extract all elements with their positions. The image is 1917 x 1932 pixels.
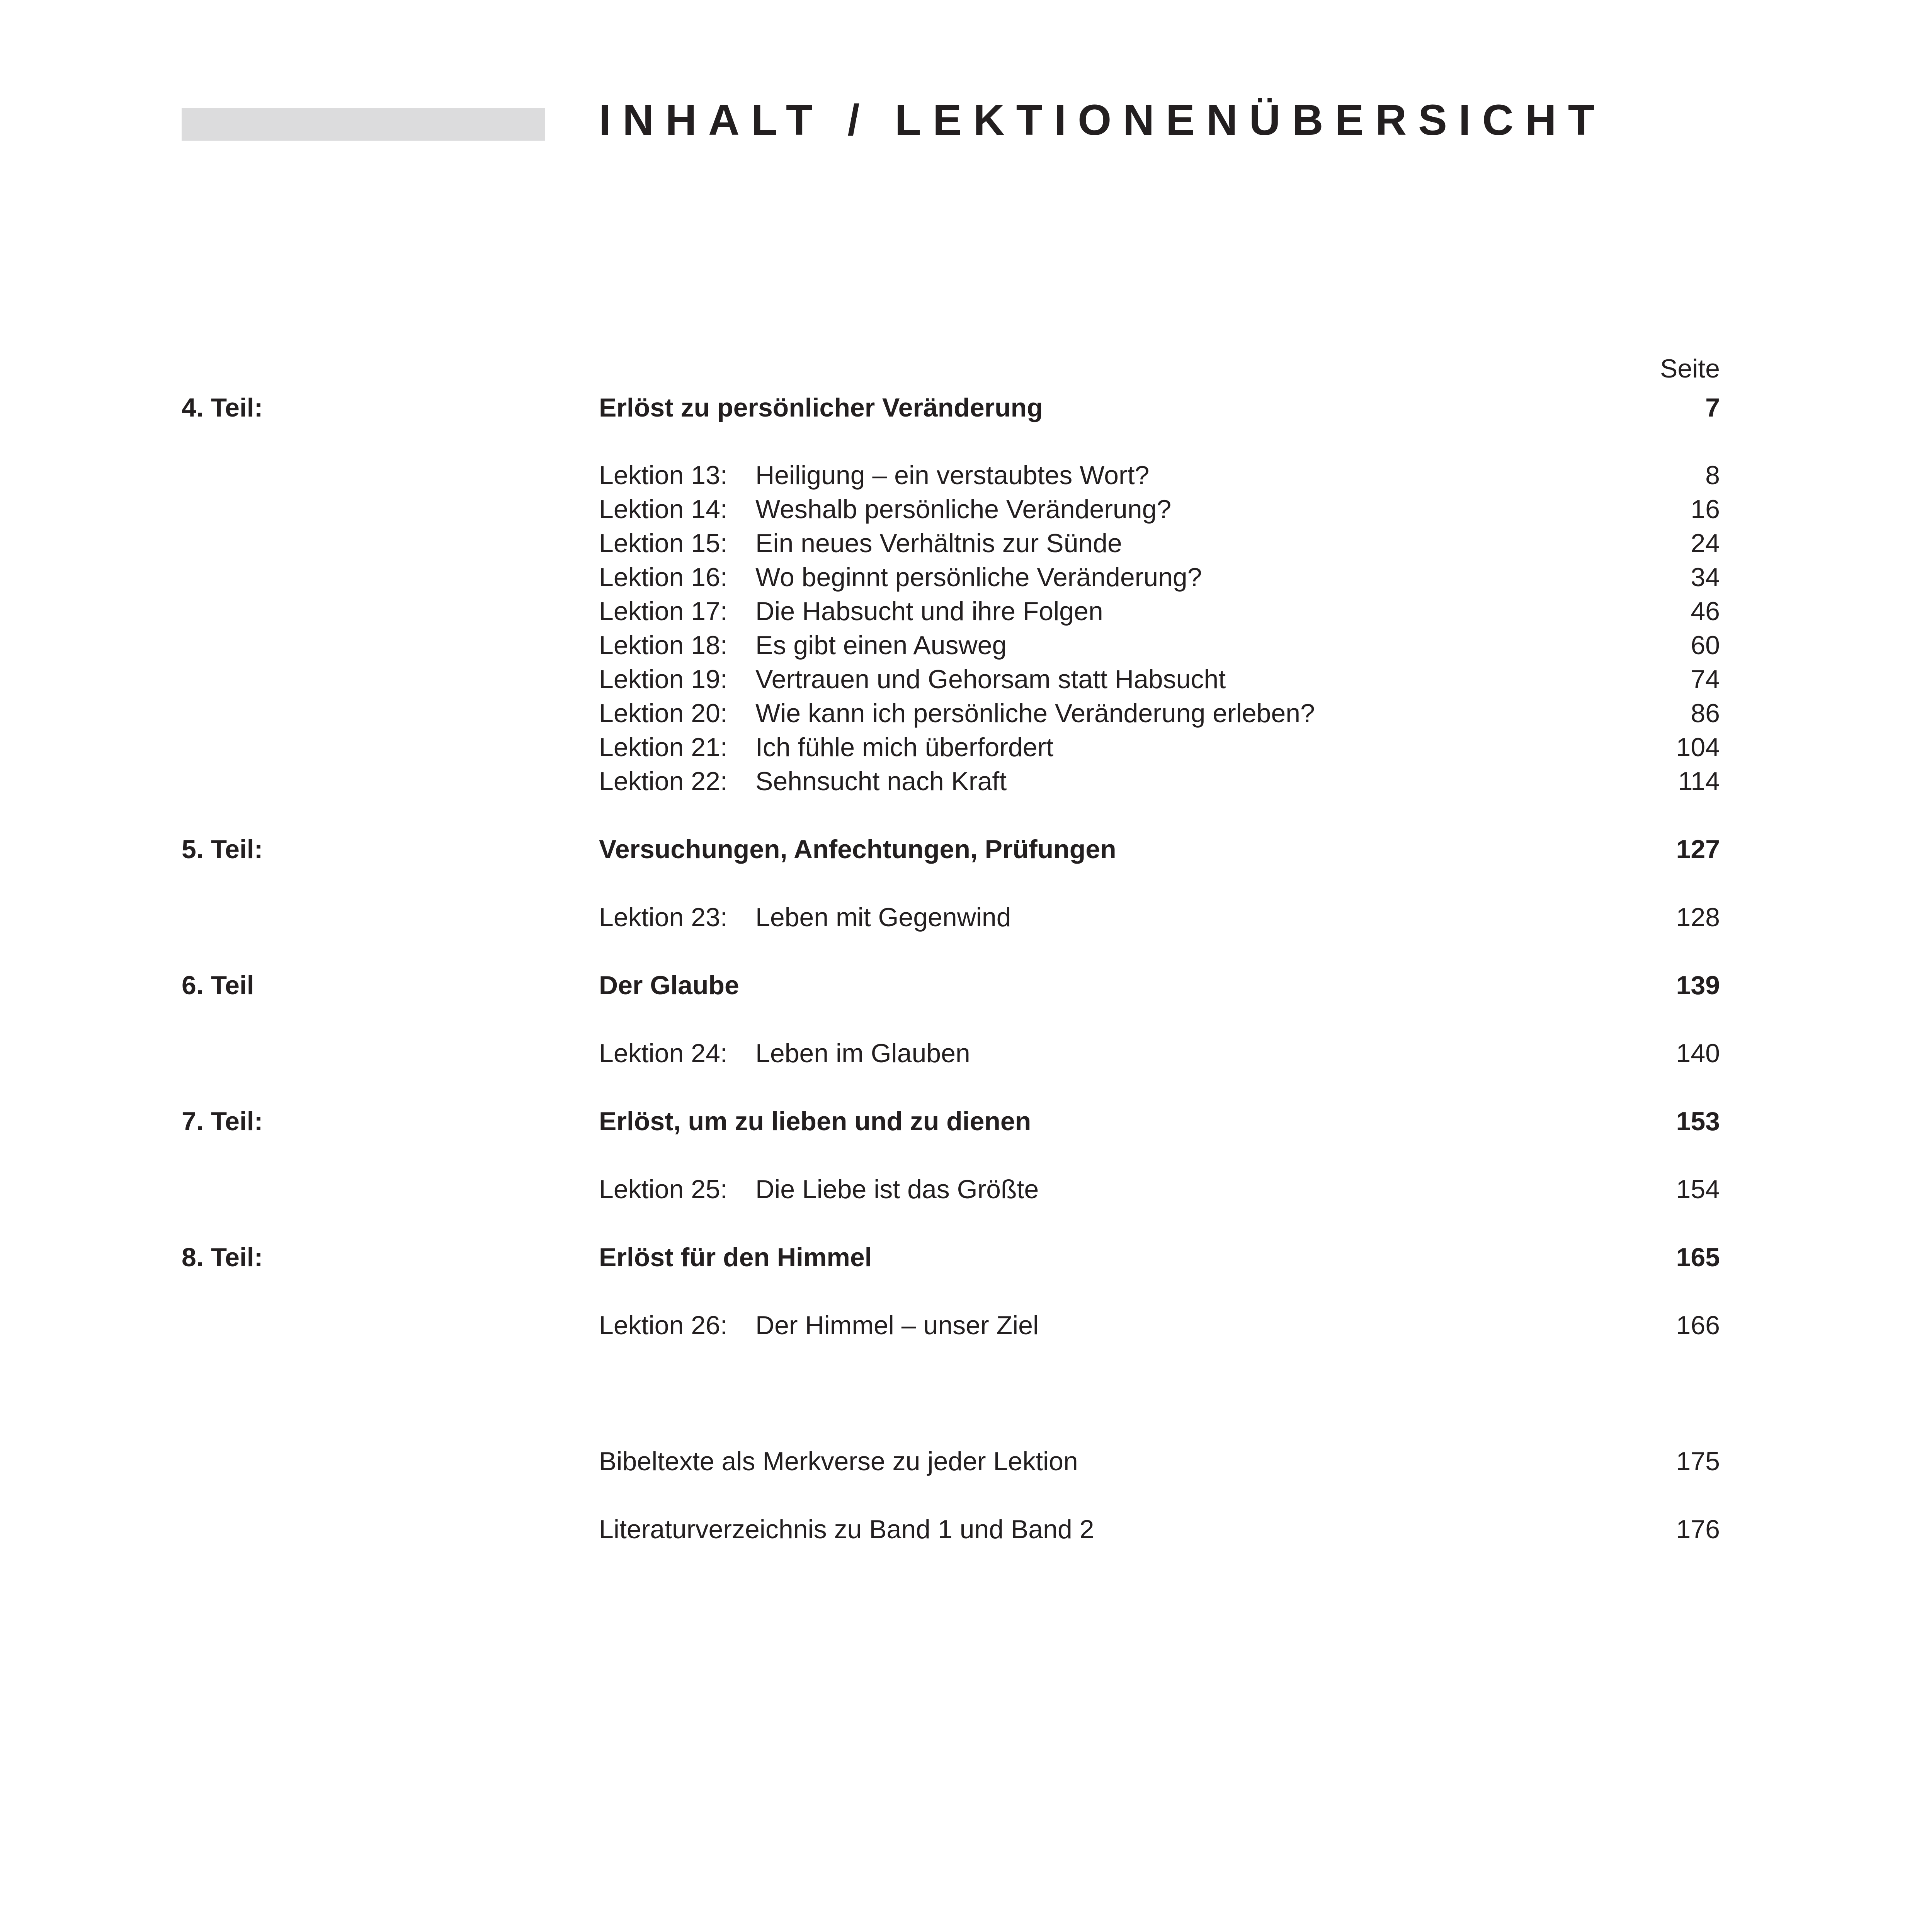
toc-lesson-row[interactable] bbox=[0, 662, 1917, 697]
lesson-label: Lektion 21: bbox=[599, 733, 728, 762]
page-number: 86 bbox=[1691, 699, 1720, 728]
part-label: 6. Teil bbox=[182, 971, 254, 1000]
part-title: Erlöst für den Himmel bbox=[599, 1243, 872, 1272]
lesson-label: Lektion 22: bbox=[599, 767, 728, 796]
lesson-title: Heiligung – ein verstaubtes Wort? bbox=[755, 461, 1150, 490]
part-label: 4. Teil: bbox=[182, 393, 263, 422]
lesson-label: Lektion 17: bbox=[599, 597, 728, 626]
lesson-label: Lektion 25: bbox=[599, 1175, 728, 1204]
lesson-label: Lektion 24: bbox=[599, 1039, 728, 1068]
toc-lesson-row[interactable] bbox=[0, 696, 1917, 731]
page-number: 139 bbox=[1676, 971, 1720, 1000]
page-number: 153 bbox=[1676, 1107, 1720, 1136]
page-number: 60 bbox=[1691, 631, 1720, 660]
page-number: 127 bbox=[1676, 835, 1720, 864]
lesson-title: Wie kann ich persönliche Veränderung erleben? bbox=[755, 699, 1315, 728]
appendix-title: Bibeltexte als Merkverse zu jeder Lektion bbox=[599, 1447, 1078, 1476]
part-label: 8. Teil: bbox=[182, 1243, 263, 1272]
toc-lesson-row[interactable] bbox=[0, 560, 1917, 595]
page-number: 154 bbox=[1676, 1175, 1720, 1204]
page-title: INHALT / LEKTIONENÜBERSICHT bbox=[599, 96, 1606, 144]
page-number: 140 bbox=[1676, 1039, 1720, 1068]
lesson-title: Leben mit Gegenwind bbox=[755, 903, 1011, 932]
lesson-title: Die Liebe ist das Größte bbox=[755, 1175, 1039, 1204]
page-number: 74 bbox=[1691, 665, 1720, 694]
toc-appendix-row[interactable] bbox=[0, 1444, 1917, 1479]
lesson-title: Ein neues Verhältnis zur Sünde bbox=[755, 529, 1122, 558]
page-number: 175 bbox=[1676, 1447, 1720, 1476]
toc-part-row[interactable] bbox=[0, 1240, 1917, 1275]
lesson-title: Ich fühle mich überfordert bbox=[755, 733, 1054, 762]
page-number: 128 bbox=[1676, 903, 1720, 932]
part-title: Erlöst zu persönlicher Veränderung bbox=[599, 393, 1043, 422]
toc-lesson-row[interactable] bbox=[0, 900, 1917, 935]
toc-lesson-row[interactable] bbox=[0, 764, 1917, 799]
toc-lesson-row[interactable] bbox=[0, 1036, 1917, 1071]
part-label: 5. Teil: bbox=[182, 835, 263, 864]
toc-lesson-row[interactable] bbox=[0, 1172, 1917, 1207]
lesson-title: Die Habsucht und ihre Folgen bbox=[755, 597, 1103, 626]
part-title: Der Glaube bbox=[599, 971, 739, 1000]
lesson-title: Es gibt einen Ausweg bbox=[755, 631, 1007, 660]
lesson-label: Lektion 15: bbox=[599, 529, 728, 558]
lesson-label: Lektion 20: bbox=[599, 699, 728, 728]
lesson-title: Wo beginnt persönliche Veränderung? bbox=[755, 563, 1202, 592]
page-number: 34 bbox=[1691, 563, 1720, 592]
toc-part-row[interactable] bbox=[0, 1104, 1917, 1139]
toc-lesson-row[interactable] bbox=[0, 458, 1917, 493]
lesson-label: Lektion 13: bbox=[599, 461, 728, 490]
toc-lesson-row[interactable] bbox=[0, 526, 1917, 561]
page-number: 24 bbox=[1691, 529, 1720, 558]
toc-part-row[interactable] bbox=[0, 968, 1917, 1003]
lesson-title: Weshalb persönliche Veränderung? bbox=[755, 495, 1172, 524]
page-number: 7 bbox=[1705, 393, 1720, 422]
lesson-label: Lektion 16: bbox=[599, 563, 728, 592]
lesson-label: Lektion 23: bbox=[599, 903, 728, 932]
toc-lesson-row[interactable] bbox=[0, 594, 1917, 629]
part-label: 7. Teil: bbox=[182, 1107, 263, 1136]
page-number: 176 bbox=[1676, 1515, 1720, 1544]
page-number: 46 bbox=[1691, 597, 1720, 626]
toc-part-row[interactable] bbox=[0, 832, 1917, 867]
page-number: 165 bbox=[1676, 1243, 1720, 1272]
lesson-label: Lektion 18: bbox=[599, 631, 728, 660]
part-title: Erlöst, um zu lieben und zu dienen bbox=[599, 1107, 1031, 1136]
page-number: 16 bbox=[1691, 495, 1720, 524]
toc-lesson-row[interactable] bbox=[0, 492, 1917, 527]
header-decor-bar bbox=[182, 108, 545, 141]
toc-part-row[interactable] bbox=[0, 390, 1917, 425]
page-number: 104 bbox=[1676, 733, 1720, 762]
toc-lesson-row[interactable] bbox=[0, 1308, 1917, 1343]
lesson-title: Der Himmel – unser Ziel bbox=[755, 1311, 1039, 1340]
lesson-label: Lektion 19: bbox=[599, 665, 728, 694]
toc-appendix-row[interactable] bbox=[0, 1512, 1917, 1547]
lesson-label: Lektion 14: bbox=[599, 495, 728, 524]
page-number: 8 bbox=[1705, 461, 1720, 490]
page-number: 114 bbox=[1678, 767, 1720, 796]
toc-lesson-row[interactable] bbox=[0, 628, 1917, 663]
lesson-title: Vertrauen und Gehorsam statt Habsucht bbox=[755, 665, 1226, 694]
page-column-label: Seite bbox=[1660, 354, 1720, 383]
lesson-title: Sehnsucht nach Kraft bbox=[755, 767, 1007, 796]
part-title: Versuchungen, Anfechtungen, Prüfungen bbox=[599, 835, 1116, 864]
toc-lesson-row[interactable] bbox=[0, 730, 1917, 765]
lesson-label: Lektion 26: bbox=[599, 1311, 728, 1340]
appendix-title: Literaturverzeichnis zu Band 1 und Band 2 bbox=[599, 1515, 1094, 1544]
lesson-title: Leben im Glauben bbox=[755, 1039, 970, 1068]
page-number: 166 bbox=[1676, 1311, 1720, 1340]
